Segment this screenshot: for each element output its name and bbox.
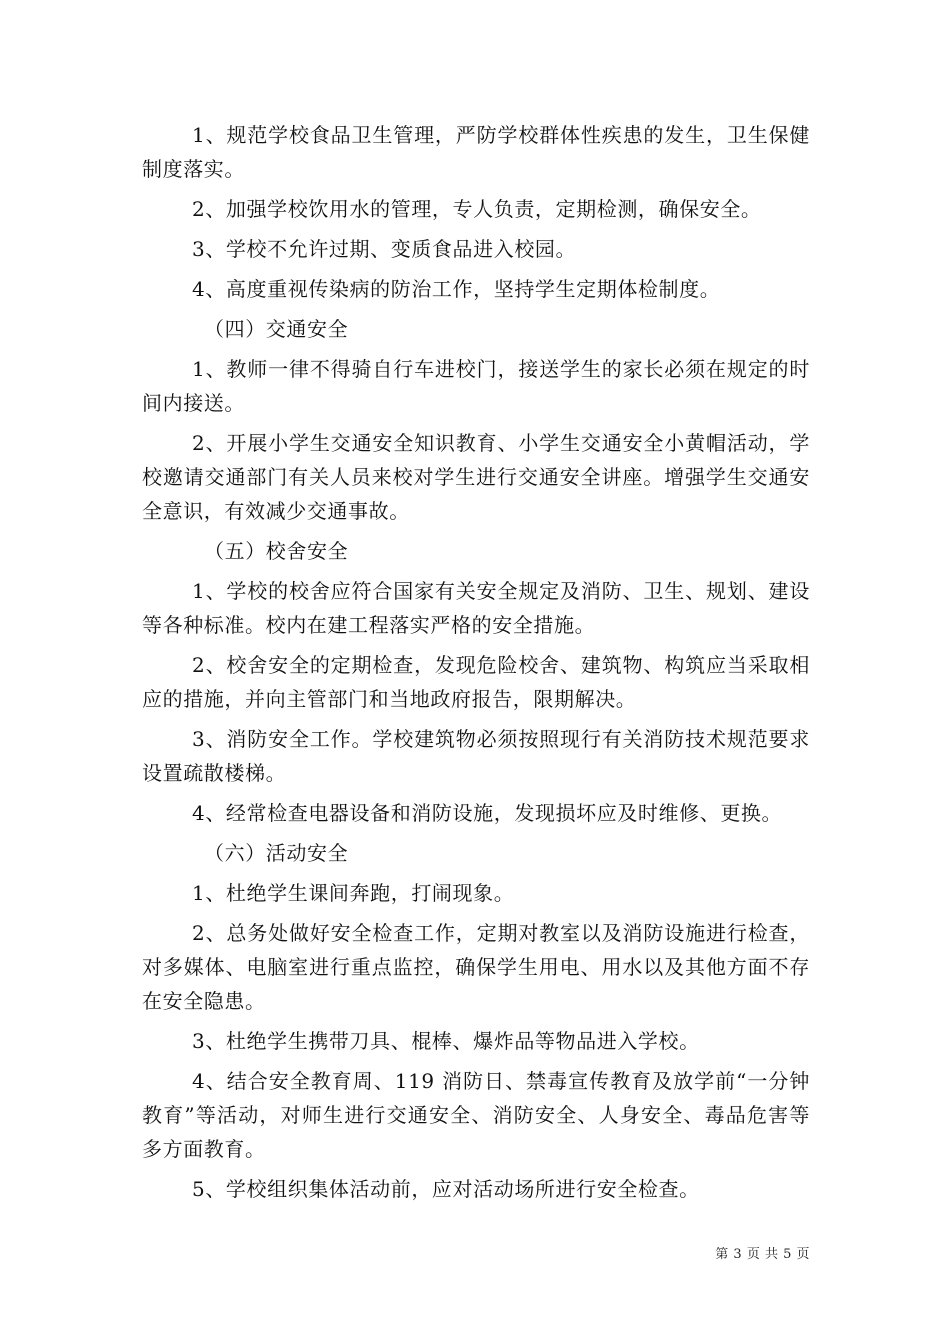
paragraph: 1、杜绝学生课间奔跑，打闹现象。 [192,881,515,905]
paragraph: 1、学校的校舍应符合国家有关安全规定及消防、卫生、规划、建设等各种标准。校内在建工程落实严格的安全措施。 [142,579,810,637]
paragraph: 2、校舍安全的定期检查，发现危险校舍、建筑物、构筑应当采取相应的措施，并向主管部门和当地政府报告，限期解决。 [142,653,810,711]
paragraph: 2、加强学校饮用水的管理，专人负责，定期检测，确保安全。 [192,197,762,221]
paragraph: 1、规范学校食品卫生管理，严防学校群体性疾患的发生，卫生保健制度落实。 [142,123,810,181]
paragraph: 4、经常检查电器设备和消防设施，发现损坏应及时维修、更换。 [192,801,783,825]
paragraph: 2、开展小学生交通安全知识教育、小学生交通安全小黄帽活动，学校邀请交通部门有关人员来校对学生进行交通安全讲座。增强学生交通安全意识，有效减少交通事故。 [142,431,810,523]
paragraph: 4、结合安全教育周、119 消防日、禁毒宣传教育及放学前“一分钟教育”等活动，对师生进行交通安全、消防安全、人身安全、毒品危害等多方面教育。 [142,1069,810,1161]
paragraph: 4、高度重视传染病的防治工作，坚持学生定期体检制度。 [192,277,721,301]
page-number: 第 3 页 共 5 页 [715,1247,810,1262]
paragraph: 3、学校不允许过期、变质食品进入校园。 [192,237,577,261]
section-heading-traffic: （四）交通安全 [204,317,349,341]
section-heading-buildings: （五）校舍安全 [204,539,349,563]
paragraph: 5、学校组织集体活动前，应对活动场所进行安全检查。 [192,1177,700,1201]
document-body [142,118,810,1212]
section-heading-activities: （六）活动安全 [204,841,349,865]
paragraph: 1、教师一律不得骑自行车进校门，接送学生的家长必须在规定的时间内接送。 [142,357,810,415]
paragraph: 3、消防安全工作。学校建筑物必须按照现行有关消防技术规范要求设置疏散楼梯。 [142,727,810,785]
paragraph: 3、杜绝学生携带刀具、棍棒、爆炸品等物品进入学校。 [192,1029,700,1053]
paragraph: 2、总务处做好安全检查工作，定期对教室以及消防设施进行检查，对多媒体、电脑室进行重点监控，确保学生用电、用水以及其他方面不存在安全隐患。 [142,921,810,1013]
